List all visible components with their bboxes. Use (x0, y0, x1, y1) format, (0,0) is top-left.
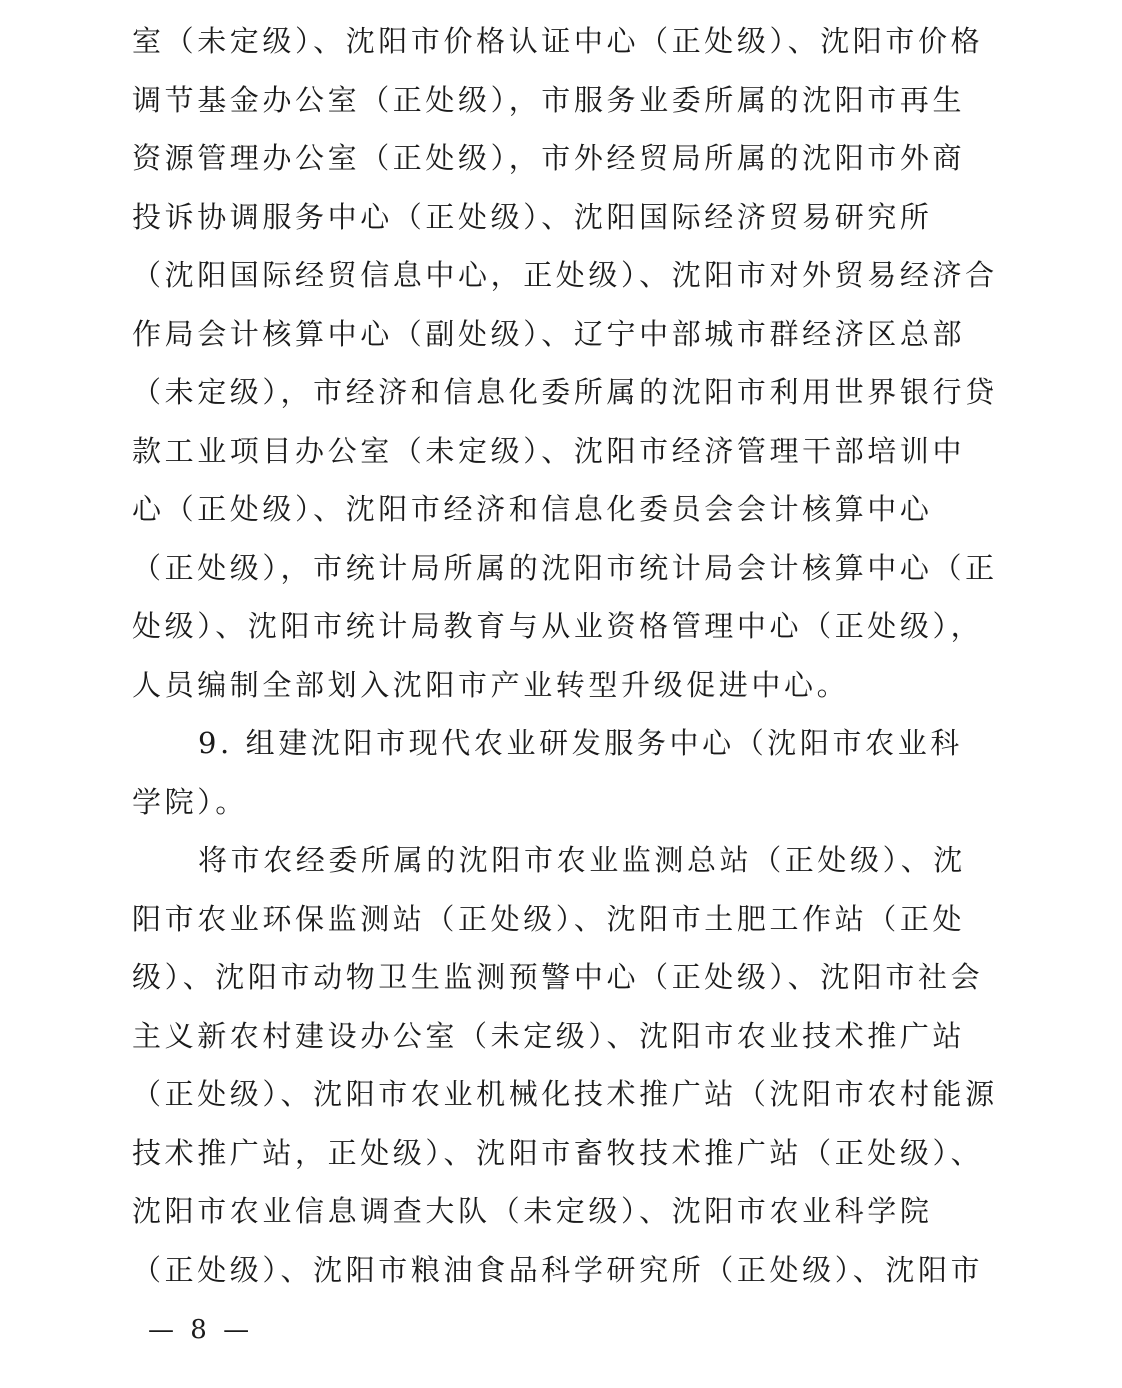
text-line-19: （正处级）、沈阳市农业机械化技术推广站（沈阳市农村能源 (132, 1077, 998, 1111)
text-line-8: 款工业项目办公室（未定级）、沈阳市经济管理干部培训中 (132, 433, 966, 468)
text-line-5: （沈阳国际经贸信息中心，正处级）、沈阳市对外贸易经济合 (132, 258, 998, 292)
text-line-21: 沈阳市农业信息调查大队（未定级）、沈阳市农业科学院 (132, 1194, 933, 1228)
text-line-3: 资源管理办公室（正处级），市外经贸局所属的沈阳市外商 (132, 141, 966, 175)
text-line-10: （正处级），市统计局所属的沈阳市统计局会计核算中心（正 (132, 550, 998, 585)
text-line-16: 阳市农业环保监测站（正处级）、沈阳市土肥工作站（正处 (132, 901, 966, 936)
text-line-4: 投诉协调服务中心（正处级）、沈阳国际经济贸易研究所 (132, 199, 933, 234)
text-line-12: 人员编制全部划入沈阳市产业转型升级促进中心。 (132, 667, 850, 702)
body-text (132, 12, 1002, 1299)
section-heading-line: 9. 组建沈阳市现代农业研发服务中心（沈阳市农业科 (198, 726, 963, 760)
text-line-17: 级）、沈阳市动物卫生监测预警中心（正处级）、沈阳市社会 (132, 960, 984, 994)
section-heading-continuation: 学院）。 (132, 784, 248, 819)
text-line-7: （未定级），市经济和信息化委所属的沈阳市利用世界银行贷 (132, 375, 998, 409)
page-number: — 8 — (148, 1315, 254, 1345)
text-line-2: 调节基金办公室（正处级），市服务业委所属的沈阳市再生 (132, 82, 966, 117)
text-line-11: 处级）、沈阳市统计局教育与从业资格管理中心（正处级）， (132, 609, 984, 643)
text-line-18: 主义新农村建设办公室（未定级）、沈阳市农业技术推广站 (132, 1018, 966, 1053)
paragraph-first-line: 将市农经委所属的沈阳市农业监测总站（正处级）、沈 (198, 843, 966, 877)
text-line-1: 室（未定级）、沈阳市价格认证中心（正处级）、沈阳市价格 (132, 24, 984, 58)
text-line-20: 技术推广站，正处级）、沈阳市畜牧技术推广站（正处级）、 (132, 1135, 984, 1170)
text-line-9: 心（正处级）、沈阳市经济和信息化委员会会计核算中心 (132, 492, 933, 526)
text-line-22: （正处级）、沈阳市粮油食品科学研究所（正处级）、沈阳市 (132, 1252, 984, 1287)
text-line-6: 作局会计核算中心（副处级）、辽宁中部城市群经济区总部 (132, 316, 966, 351)
